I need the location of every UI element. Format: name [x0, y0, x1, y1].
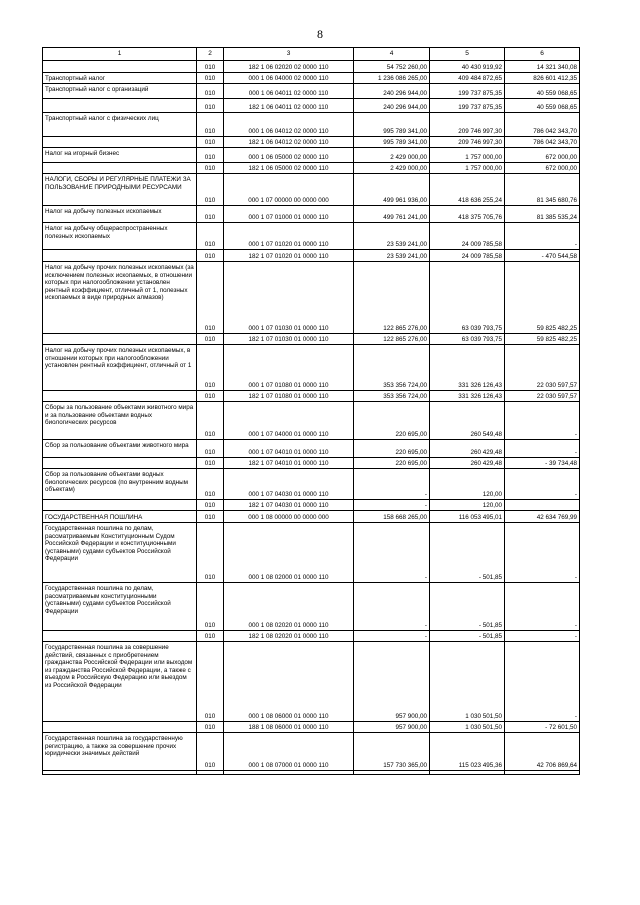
table-row — [43, 113, 580, 137]
executed-amount-cell: 409 484 872,65 — [430, 73, 505, 84]
executed-amount-cell: 199 737 875,35 — [430, 99, 505, 113]
table-row — [43, 334, 580, 345]
executed-amount-cell: 120,00 — [430, 500, 505, 511]
approved-amount-cell: 499 961 936,00 — [354, 174, 430, 206]
table-row — [43, 500, 580, 511]
indicator-name-cell: ГОСУДАРСТВЕННАЯ ПОШЛИНА — [43, 511, 197, 523]
line-code-cell: 010 — [197, 402, 224, 440]
unexecuted-amount-cell: 59 825 482,25 — [505, 262, 580, 334]
unexecuted-amount-cell: - — [505, 523, 580, 583]
approved-amount-cell: 23 539 241,00 — [354, 250, 430, 262]
table-row — [43, 137, 580, 148]
approved-amount-cell: 995 789 341,00 — [354, 113, 430, 137]
budget-classification-code-cell: 000 1 08 00000 00 0000 000 — [224, 511, 354, 523]
line-code-cell: 010 — [197, 137, 224, 148]
line-code-cell: 010 — [197, 163, 224, 174]
table-row — [43, 262, 580, 334]
unexecuted-amount-cell: 22 030 597,57 — [505, 345, 580, 391]
indicator-name-cell: Налог на добычу прочих полезных ископаемых, в отношении которых при налогообложении установлен рентный коэффициент, отличный от 1 — [43, 345, 197, 391]
unexecuted-amount-cell: 81 385 535,24 — [505, 206, 580, 223]
executed-amount-cell: - 501,85 — [430, 583, 505, 631]
table-row — [43, 223, 580, 250]
executed-amount-cell: 40 430 919,92 — [430, 61, 505, 73]
indicator-name-cell — [43, 250, 197, 262]
approved-amount-cell: 2 429 000,00 — [354, 163, 430, 174]
executed-amount-cell: 1 030 501,50 — [430, 642, 505, 722]
budget-classification-code-cell: 000 1 06 05000 02 0000 110 — [224, 148, 354, 163]
executed-amount-cell: 63 039 793,75 — [430, 334, 505, 345]
indicator-name-cell: Государственная пошлина по делам, рассматриваемым Конституционным Судом Российской Федерации и конституционными (уставными) судами субъектов Российской Федерации — [43, 523, 197, 583]
line-code-cell: 010 — [197, 722, 224, 733]
executed-amount-cell: 418 375 705,76 — [430, 206, 505, 223]
executed-amount-cell: 1 757 000,00 — [430, 148, 505, 163]
approved-amount-cell: 220 695,00 — [354, 458, 430, 469]
header-cell-5: 5 — [430, 48, 505, 61]
executed-amount-cell: 209 746 997,30 — [430, 137, 505, 148]
approved-amount-cell: - — [354, 583, 430, 631]
approved-amount-cell: 1 236 086 265,00 — [354, 73, 430, 84]
executed-amount-cell: 1 757 000,00 — [430, 163, 505, 174]
indicator-name-cell: Транспортный налог с физических лиц — [43, 113, 197, 137]
table-row — [43, 511, 580, 523]
indicator-name-cell: Сбор за пользование объектами животного мира — [43, 440, 197, 458]
budget-classification-code-cell: 000 1 06 04012 02 0000 110 — [224, 113, 354, 137]
executed-amount-cell: 63 039 793,75 — [430, 262, 505, 334]
indicator-name-cell: Транспортный налог с организаций — [43, 84, 197, 99]
approved-amount-cell: 957 900,00 — [354, 642, 430, 722]
approved-amount-cell — [354, 771, 430, 775]
line-code-cell: 010 — [197, 99, 224, 113]
unexecuted-amount-cell: 786 042 343,70 — [505, 137, 580, 148]
budget-classification-code-cell — [224, 771, 354, 775]
unexecuted-amount-cell — [505, 500, 580, 511]
budget-classification-code-cell: 000 1 06 04011 02 0000 110 — [224, 84, 354, 99]
line-code-cell — [197, 771, 224, 775]
table-row — [43, 250, 580, 262]
table-row — [43, 722, 580, 733]
approved-amount-cell: - — [354, 500, 430, 511]
approved-amount-cell: 957 900,00 — [354, 722, 430, 733]
executed-amount-cell: - 501,85 — [430, 523, 505, 583]
approved-amount-cell: - — [354, 631, 430, 642]
unexecuted-amount-cell — [505, 771, 580, 775]
unexecuted-amount-cell: - 72 601,50 — [505, 722, 580, 733]
table-row — [43, 163, 580, 174]
approved-amount-cell: 220 695,00 — [354, 402, 430, 440]
unexecuted-amount-cell: 59 825 482,25 — [505, 334, 580, 345]
executed-amount-cell: 115 023 495,36 — [430, 733, 505, 771]
indicator-name-cell — [43, 391, 197, 402]
line-code-cell: 010 — [197, 733, 224, 771]
unexecuted-amount-cell: 42 706 869,64 — [505, 733, 580, 771]
executed-amount-cell: 209 746 997,30 — [430, 113, 505, 137]
executed-amount-cell: 331 326 126,43 — [430, 391, 505, 402]
indicator-name-cell: Сбор за пользование объектами водных биологических ресурсов (по внутренним водным объектам) — [43, 469, 197, 500]
unexecuted-amount-cell: - — [505, 440, 580, 458]
line-code-cell: 010 — [197, 334, 224, 345]
approved-amount-cell: 54 752 260,00 — [354, 61, 430, 73]
budget-classification-code-cell: 182 1 07 04030 01 0000 110 — [224, 500, 354, 511]
indicator-name-cell: Государственная пошлина по делам, рассматриваемым конституционными (уставными) судами субъектов Российской Федерации — [43, 583, 197, 631]
table-row — [43, 440, 580, 458]
indicator-name-cell — [43, 500, 197, 511]
executed-amount-cell: 24 009 785,58 — [430, 223, 505, 250]
indicator-name-cell — [43, 334, 197, 345]
table-row — [43, 631, 580, 642]
table-row — [43, 99, 580, 113]
budget-classification-code-cell: 182 1 07 01030 01 0000 110 — [224, 334, 354, 345]
header-cell-4: 4 — [354, 48, 430, 61]
table-row — [43, 583, 580, 631]
line-code-cell: 010 — [197, 61, 224, 73]
header-cell-3: 3 — [224, 48, 354, 61]
budget-classification-code-cell: 182 1 06 04011 02 0000 110 — [224, 99, 354, 113]
table-row — [43, 402, 580, 440]
budget-classification-code-cell: 000 1 08 02020 01 0000 110 — [224, 583, 354, 631]
approved-amount-cell: 220 695,00 — [354, 440, 430, 458]
executed-amount-cell: 199 737 875,35 — [430, 84, 505, 99]
indicator-name-cell — [43, 137, 197, 148]
unexecuted-amount-cell: - — [505, 223, 580, 250]
indicator-name-cell — [43, 458, 197, 469]
budget-classification-code-cell: 000 1 08 02000 01 0000 110 — [224, 523, 354, 583]
line-code-cell: 010 — [197, 223, 224, 250]
line-code-cell: 010 — [197, 642, 224, 722]
approved-amount-cell: - — [354, 469, 430, 500]
budget-classification-code-cell: 182 1 06 05000 02 0000 110 — [224, 163, 354, 174]
unexecuted-amount-cell: 81 345 680,76 — [505, 174, 580, 206]
line-code-cell: 010 — [197, 523, 224, 583]
table-row — [43, 391, 580, 402]
approved-amount-cell: 995 789 341,00 — [354, 137, 430, 148]
approved-amount-cell: 499 761 241,00 — [354, 206, 430, 223]
line-code-cell: 010 — [197, 440, 224, 458]
table-row — [43, 733, 580, 771]
executed-amount-cell: - 501,85 — [430, 631, 505, 642]
unexecuted-amount-cell: 14 321 340,08 — [505, 61, 580, 73]
unexecuted-amount-cell: 672 000,00 — [505, 163, 580, 174]
approved-amount-cell: 122 865 276,00 — [354, 334, 430, 345]
budget-classification-code-cell: 000 1 07 01080 01 0000 110 — [224, 345, 354, 391]
indicator-name-cell — [43, 631, 197, 642]
indicator-name-cell: Сборы за пользование объектами животного мира и за пользование объектами водных биологических ресурсов — [43, 402, 197, 440]
indicator-name-cell — [43, 722, 197, 733]
executed-amount-cell: 1 030 501,50 — [430, 722, 505, 733]
budget-classification-code-cell: 000 1 08 06000 01 0000 110 — [224, 642, 354, 722]
table-row — [43, 73, 580, 84]
table-row — [43, 469, 580, 500]
line-code-cell: 010 — [197, 583, 224, 631]
header-cell-1: 1 — [43, 48, 197, 61]
budget-classification-code-cell: 182 1 07 01020 01 0000 110 — [224, 250, 354, 262]
header-cell-6: 6 — [505, 48, 580, 61]
indicator-name-cell — [43, 163, 197, 174]
unexecuted-amount-cell: 786 042 343,70 — [505, 113, 580, 137]
approved-amount-cell: 2 429 000,00 — [354, 148, 430, 163]
line-code-cell: 010 — [197, 391, 224, 402]
indicator-name-cell: Транспортный налог — [43, 73, 197, 84]
line-code-cell: 010 — [197, 511, 224, 523]
approved-amount-cell: 240 296 944,00 — [354, 84, 430, 99]
table-row — [43, 84, 580, 99]
line-code-cell: 010 — [197, 458, 224, 469]
approved-amount-cell: 122 865 276,00 — [354, 262, 430, 334]
budget-classification-code-cell: 000 1 07 01000 01 0000 110 — [224, 206, 354, 223]
budget-classification-code-cell: 000 1 07 04030 01 0000 110 — [224, 469, 354, 500]
indicator-name-cell: Налог на добычу прочих полезных ископаемых (за исключением полезных ископаемых, в отношении которых при налогообложении установлен рентный коэффициент, отличный от 1, полезных ископаемых в виде природных алмазов) — [43, 262, 197, 334]
line-code-cell: 010 — [197, 84, 224, 99]
line-code-cell: 010 — [197, 500, 224, 511]
indicator-name-cell — [43, 61, 197, 73]
executed-amount-cell: 120,00 — [430, 469, 505, 500]
table-row — [43, 642, 580, 722]
unexecuted-amount-cell: 42 634 769,99 — [505, 511, 580, 523]
budget-classification-code-cell: 000 1 08 07000 01 0000 110 — [224, 733, 354, 771]
unexecuted-amount-cell: 40 559 068,65 — [505, 84, 580, 99]
line-code-cell: 010 — [197, 250, 224, 262]
indicator-name-cell: Налог на добычу общераспространенных полезных ископаемых — [43, 223, 197, 250]
unexecuted-amount-cell: 22 030 597,57 — [505, 391, 580, 402]
approved-amount-cell: 157 730 365,00 — [354, 733, 430, 771]
unexecuted-amount-cell: - 470 544,58 — [505, 250, 580, 262]
revenue-report-table — [42, 47, 580, 775]
budget-classification-code-cell: 000 1 07 04010 01 0000 110 — [224, 440, 354, 458]
page-number: 8 — [317, 27, 323, 41]
line-code-cell: 010 — [197, 148, 224, 163]
executed-amount-cell: 24 009 785,58 — [430, 250, 505, 262]
table-row — [43, 174, 580, 206]
unexecuted-amount-cell: - — [505, 583, 580, 631]
unexecuted-amount-cell: 826 601 412,35 — [505, 73, 580, 84]
executed-amount-cell: 116 053 495,01 — [430, 511, 505, 523]
budget-classification-code-cell: 182 1 06 02020 02 0000 110 — [224, 61, 354, 73]
executed-amount-cell: 418 636 255,24 — [430, 174, 505, 206]
table-row — [43, 345, 580, 391]
budget-classification-code-cell: 182 1 08 02020 01 0000 110 — [224, 631, 354, 642]
table-row — [43, 523, 580, 583]
executed-amount-cell: 260 429,48 — [430, 440, 505, 458]
approved-amount-cell: 23 539 241,00 — [354, 223, 430, 250]
budget-classification-code-cell: 000 1 07 04000 01 0000 110 — [224, 402, 354, 440]
budget-classification-code-cell: 182 1 06 04012 02 0000 110 — [224, 137, 354, 148]
approved-amount-cell: - — [354, 523, 430, 583]
table-header-row — [43, 48, 580, 61]
executed-amount-cell: 260 549,48 — [430, 402, 505, 440]
line-code-cell: 010 — [197, 345, 224, 391]
unexecuted-amount-cell: - — [505, 469, 580, 500]
budget-classification-code-cell: 000 1 07 01030 01 0000 110 — [224, 262, 354, 334]
approved-amount-cell: 240 296 944,00 — [354, 99, 430, 113]
indicator-name-cell — [43, 99, 197, 113]
executed-amount-cell: 331 326 126,43 — [430, 345, 505, 391]
line-code-cell: 010 — [197, 73, 224, 84]
unexecuted-amount-cell: 672 000,00 — [505, 148, 580, 163]
unexecuted-amount-cell: - — [505, 642, 580, 722]
budget-classification-code-cell: 188 1 08 06000 01 0000 110 — [224, 722, 354, 733]
unexecuted-amount-cell: - 39 734,48 — [505, 458, 580, 469]
approved-amount-cell: 158 668 265,00 — [354, 511, 430, 523]
indicator-name-cell: Государственная пошлина за совершение действий, связанных с приобретением гражданства Российской Федерации или выходом из гражданства Российской Федерации, а также с въездом в Российскую Федерацию или выездом из Российской Федерации — [43, 642, 197, 722]
unexecuted-amount-cell: - — [505, 402, 580, 440]
indicator-name-cell: Налог на добычу полезных ископаемых — [43, 206, 197, 223]
budget-classification-code-cell: 000 1 07 00000 00 0000 000 — [224, 174, 354, 206]
line-code-cell: 010 — [197, 469, 224, 500]
budget-classification-code-cell: 000 1 07 01020 01 0000 110 — [224, 223, 354, 250]
line-code-cell: 010 — [197, 262, 224, 334]
approved-amount-cell: 353 356 724,00 — [354, 391, 430, 402]
executed-amount-cell: 260 429,48 — [430, 458, 505, 469]
line-code-cell: 010 — [197, 631, 224, 642]
table-row — [43, 148, 580, 163]
unexecuted-amount-cell: 40 559 068,65 — [505, 99, 580, 113]
header-cell-2: 2 — [197, 48, 224, 61]
line-code-cell: 010 — [197, 113, 224, 137]
budget-classification-code-cell: 000 1 06 04000 02 0000 110 — [224, 73, 354, 84]
approved-amount-cell: 353 356 724,00 — [354, 345, 430, 391]
table-row — [43, 458, 580, 469]
table-row — [43, 206, 580, 223]
unexecuted-amount-cell: - — [505, 631, 580, 642]
table-row — [43, 771, 580, 775]
indicator-name-cell: Налог на игорный бизнес — [43, 148, 197, 163]
budget-classification-code-cell: 182 1 07 04010 01 0000 110 — [224, 458, 354, 469]
budget-classification-code-cell: 182 1 07 01080 01 0000 110 — [224, 391, 354, 402]
indicator-name-cell: НАЛОГИ, СБОРЫ И РЕГУЛЯРНЫЕ ПЛАТЕЖИ ЗА ПОЛЬЗОВАНИЕ ПРИРОДНЫМИ РЕСУРСАМИ — [43, 174, 197, 206]
indicator-name-cell: Государственная пошлина за государственную регистрацию, а также за совершение прочих юридически значимых действий — [43, 733, 197, 771]
line-code-cell: 010 — [197, 206, 224, 223]
executed-amount-cell — [430, 771, 505, 775]
line-code-cell: 010 — [197, 174, 224, 206]
indicator-name-cell — [43, 771, 197, 775]
table-row — [43, 61, 580, 73]
